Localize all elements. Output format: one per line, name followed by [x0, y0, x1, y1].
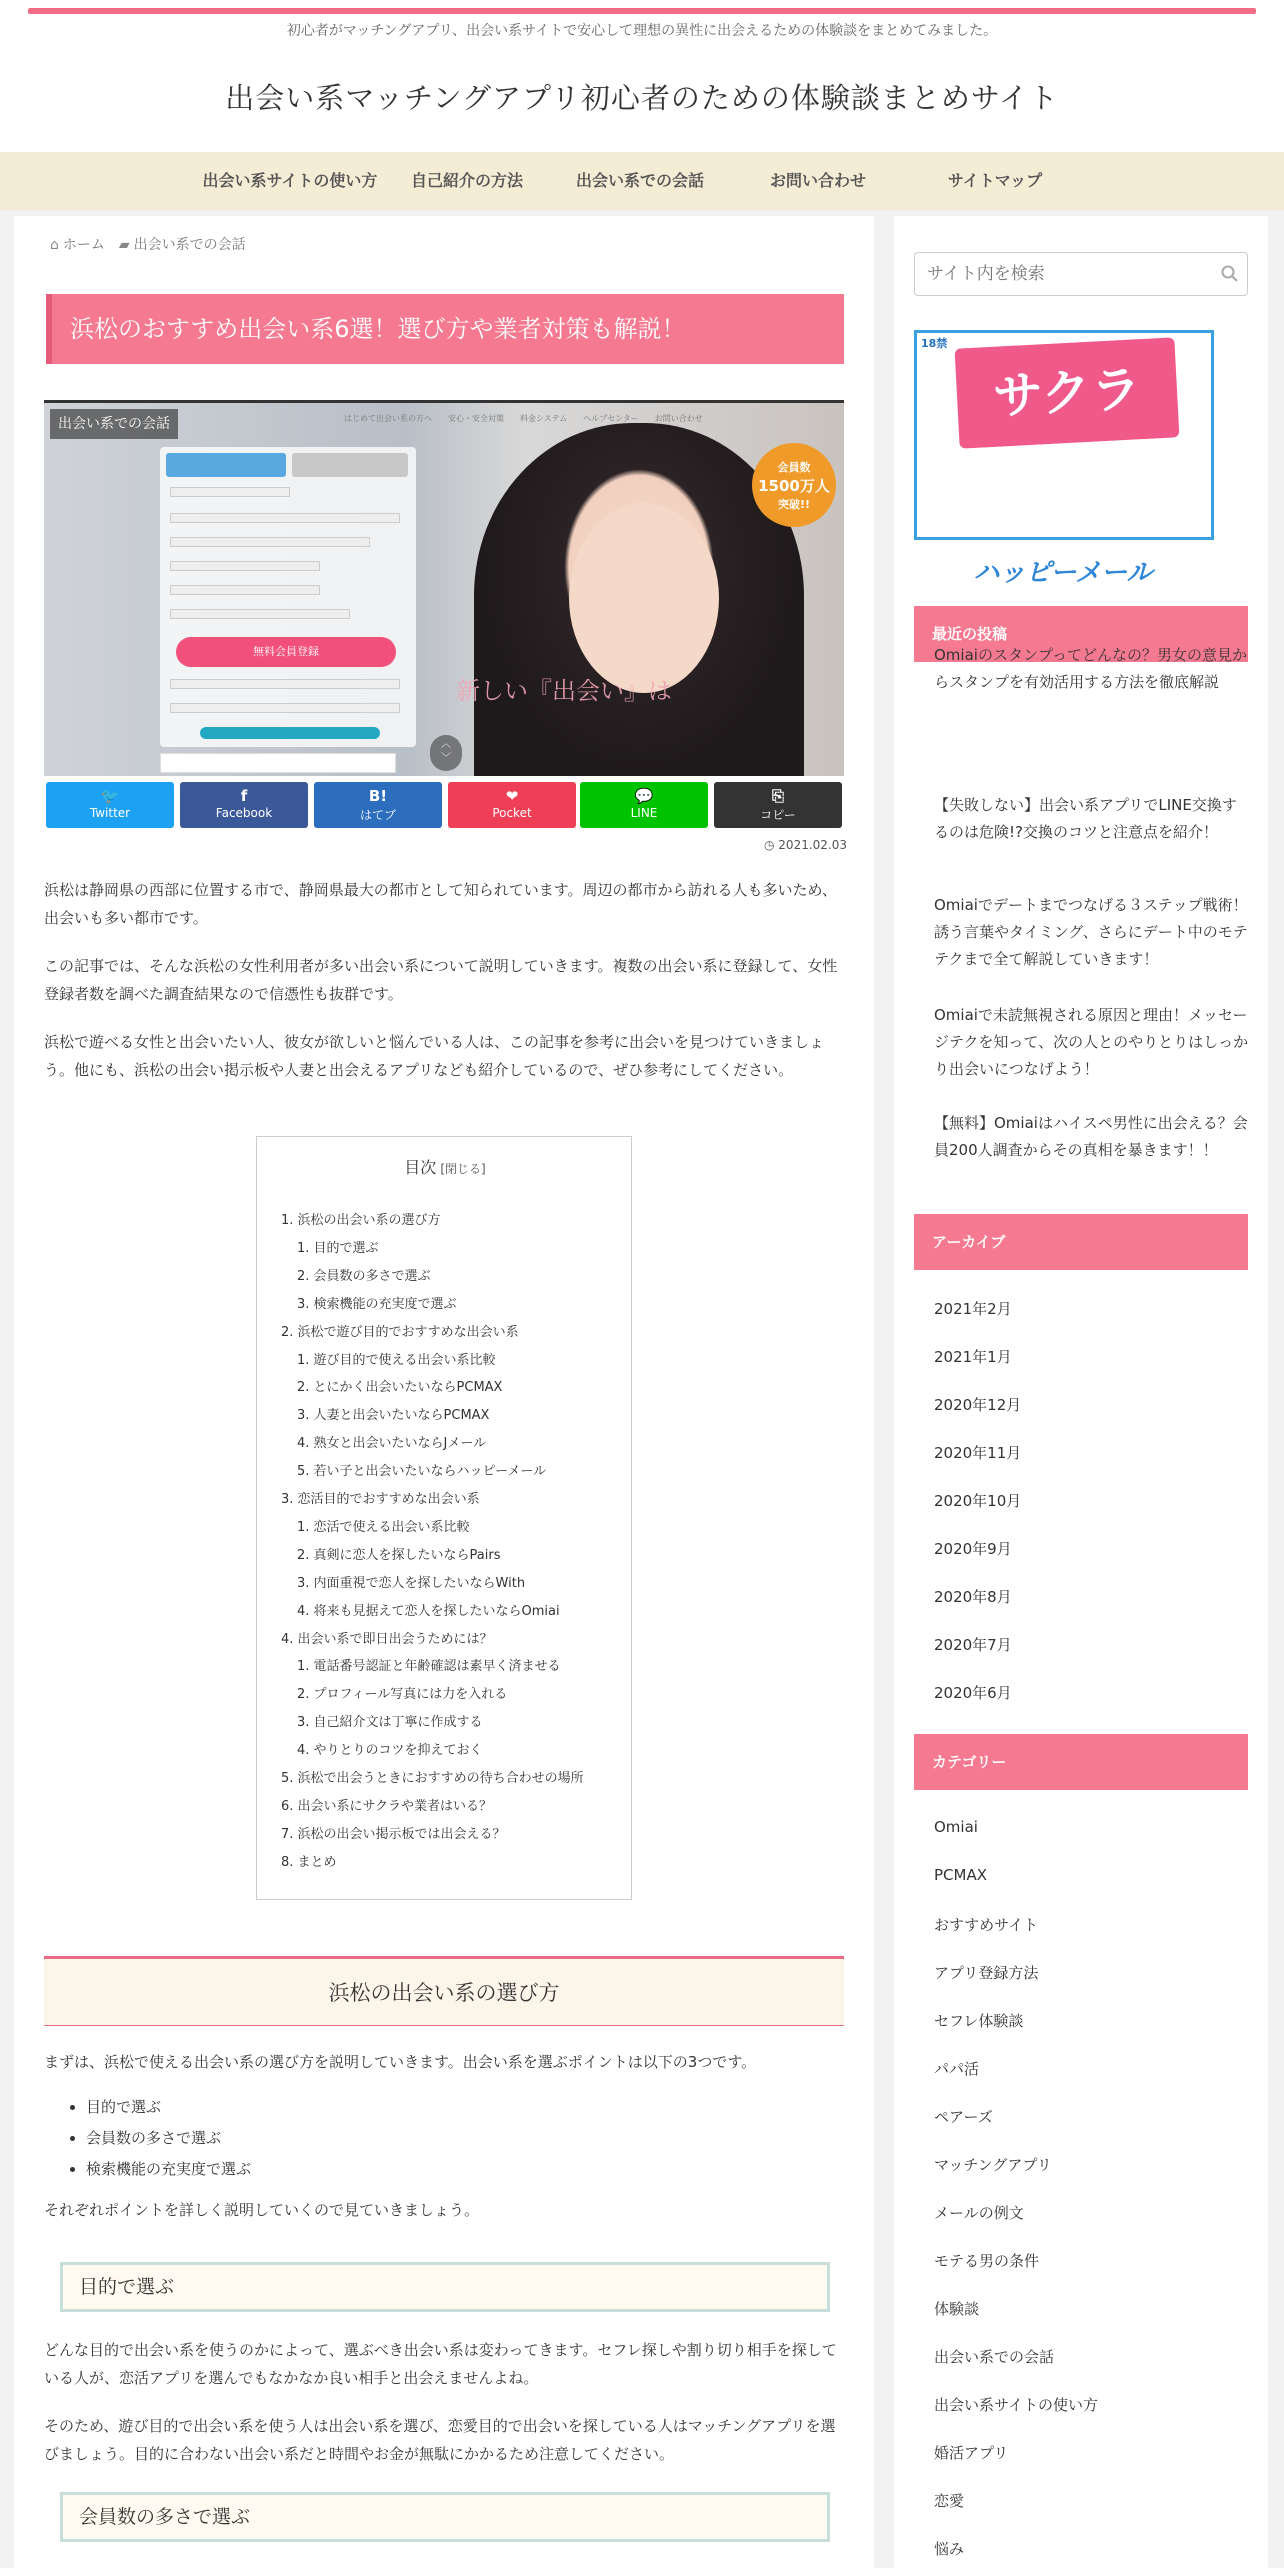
archive-link[interactable]: 2020年7月	[934, 1636, 1012, 1654]
toc-item[interactable]: 6. 出会い系にサクラや業者はいる？	[281, 1799, 493, 1814]
nav-item-conversation[interactable]: 出会い系での会話	[575, 171, 704, 190]
category-link[interactable]: アプリ登録方法	[934, 1964, 1039, 1982]
toc-item[interactable]: 5. 若い子と出会いたいならハッピーメール	[297, 1464, 547, 1479]
purpose-paragraph-1: どんな目的で出会い系を使うのかによって、選ぶべき出会い系は変わってきます。セフレ探しや割り切り相手を探している人が、恋活アプリを選んでもなかなか良い相手と出会えませんよね。	[44, 2341, 837, 2387]
hero-scroll-icon: ︿ ﹀	[430, 735, 462, 771]
pocket-icon: ❤	[505, 787, 519, 805]
hero-member-badge: 会員数 1500万人 突破!!	[752, 443, 836, 527]
site-header	[0, 0, 1284, 152]
category-link[interactable]: 婚活アプリ	[934, 2444, 1009, 2462]
toc-item[interactable]: 2. 浜松で遊び目的でおすすめな出会い系	[281, 1325, 519, 1340]
nav-item-contact[interactable]: お問い合わせ	[769, 171, 866, 190]
sidebar	[894, 216, 1268, 2568]
recent-post-link[interactable]: Omiaiでデートまでつなげる３ステップ戦術！誘う言葉やタイミング、さらにデート中のモテテクまで全て解説していきます！	[934, 896, 1248, 968]
section-heading: 浜松の出会い系の選び方	[44, 1956, 844, 2026]
nav-item-sitemap[interactable]: サイトマップ	[947, 171, 1043, 190]
nav-item-usage[interactable]: 出会い系サイトの使い方	[202, 171, 378, 190]
toc-item[interactable]: 1. 浜松の出会い系の選び方	[281, 1213, 441, 1228]
purpose-paragraph-2: そのため、遊び目的で出会い系を使う人は出会い系を選び、恋愛目的で出会いを探している人はマッチングアプリを選びましょう。目的に合わない出会い系だと時間やお金が無駄にかかるため注意してください。	[44, 2417, 836, 2463]
toc-item[interactable]: 4. 出会い系で即日出会うためには？	[281, 1632, 493, 1647]
archive-link[interactable]: 2020年9月	[934, 1540, 1012, 1558]
toc-item[interactable]: 5. 浜松で出会うときにおすすめの待ち合わせの場所	[281, 1771, 584, 1786]
clock-icon: ◷	[764, 838, 779, 852]
list-item: • 会員数の多さで選ぶ	[86, 2123, 251, 2154]
subheading-members: 会員数の多さで選ぶ	[60, 2492, 830, 2542]
list-item: • 検索機能の充実度で選ぶ	[86, 2154, 251, 2185]
folder-icon: ▰	[118, 237, 130, 253]
ad-age-label: 18禁	[921, 337, 948, 350]
table-of-contents	[256, 1136, 632, 1900]
category-link[interactable]: おすすめサイト	[934, 1916, 1039, 1934]
list-item: • 目的で選ぶ	[86, 2092, 251, 2123]
share-copy-button[interactable]: ⎘ コピー	[714, 782, 842, 828]
toc-item[interactable]: 8. まとめ	[281, 1855, 337, 1870]
hero-category-label[interactable]: 出会い系での会話	[50, 409, 178, 439]
toc-item[interactable]: 7. 浜松の出会い掲示板では出会える？	[281, 1827, 506, 1842]
toc-item[interactable]: 1. 恋活で使える出会い系比較	[297, 1520, 470, 1535]
category-link[interactable]: 恋愛	[934, 2492, 965, 2510]
share-facebook-button[interactable]: f Facebook	[180, 782, 308, 828]
category-link[interactable]: 体験談	[934, 2300, 980, 2318]
nav-item-self-intro[interactable]: 自己紹介の方法	[410, 171, 523, 190]
category-link[interactable]: メールの例文	[934, 2204, 1024, 2222]
toc-item[interactable]: 2. とにかく出会いたいならPCMAX	[297, 1380, 503, 1395]
toc-item[interactable]: 1. 電話番号認証と年齢確認は素早く済ませる	[297, 1659, 561, 1674]
share-line-button[interactable]: 💬 LINE	[580, 782, 708, 828]
hero-image	[44, 400, 844, 776]
toc-toggle[interactable]: [閉じる]	[440, 1162, 486, 1176]
share-twitter-button[interactable]: 🐦 Twitter	[46, 782, 174, 828]
category-link[interactable]: 出会い系サイトの使い方	[934, 2396, 1098, 2414]
hero-signup-form	[160, 447, 416, 747]
toc-item[interactable]: 2. 会員数の多さで選ぶ	[297, 1269, 431, 1284]
toc-item[interactable]: 3. 人妻と出会いたいならPCMAX	[297, 1408, 490, 1423]
category-link[interactable]: Omiai	[934, 1818, 978, 1836]
archive-link[interactable]: 2020年10月	[934, 1492, 1022, 1510]
ad-logo[interactable]: ハッピーメール	[973, 558, 1153, 588]
share-pocket-button[interactable]: ❤ Pocket	[448, 782, 576, 828]
category-link[interactable]: PCMAX	[934, 1866, 987, 1884]
archive-link[interactable]: 2020年11月	[934, 1444, 1022, 1462]
category-heading: カテゴリー	[914, 1734, 1248, 1790]
toc-item[interactable]: 1. 目的で選ぶ	[297, 1241, 379, 1256]
toc-item[interactable]: 3. 検索機能の充実度で選ぶ	[297, 1297, 457, 1312]
category-link[interactable]: 出会い系での会話	[934, 2348, 1055, 2366]
archive-link[interactable]: 2020年8月	[934, 1588, 1012, 1606]
hero-site-nav: はじめて出会い系の方へ 安心・安全対策 料金システム ヘルプセンター お問い合わせ	[344, 414, 703, 423]
recent-post-link[interactable]: 【無料】Omiaiはハイスペ男性に出会える？会員200人調査からその真相を暴きます！！	[934, 1114, 1248, 1159]
category-link[interactable]: セフレ体験談	[934, 2012, 1024, 2030]
hero-register-button: 無料会員登録	[176, 637, 396, 667]
recent-posts-heading: 最近の投稿	[914, 606, 1248, 662]
recent-post-link[interactable]: Omiaiのスタンプってどんなの？男女の意見からスタンプを有効活用する方法を徹底解説	[934, 646, 1248, 691]
category-link[interactable]: 悩み	[934, 2540, 965, 2558]
toc-item[interactable]: 1. 遊び目的で使える出会い系比較	[297, 1353, 496, 1368]
archive-link[interactable]: 2021年1月	[934, 1348, 1012, 1366]
toc-item[interactable]: 4. 将来も見据えて恋人を探したいならOmiai	[297, 1604, 560, 1619]
toc-item[interactable]: 3. 自己紹介文は丁寧に作成する	[297, 1715, 483, 1730]
archive-link[interactable]: 2020年12月	[934, 1396, 1022, 1414]
header-accent-bar	[28, 8, 1256, 14]
toc-item[interactable]: 2. 真剣に恋人を探したいならPairs	[297, 1548, 501, 1563]
category-link[interactable]: モテる男の条件	[934, 2252, 1040, 2270]
archive-link[interactable]: 2020年6月	[934, 1684, 1012, 1702]
toc-title: 目次 [閉じる]	[404, 1158, 486, 1177]
sidebar-ad-banner[interactable]	[914, 330, 1214, 540]
intro-paragraph-1: 浜松は静岡県の西部に位置する市で、静岡県最大の都市として知られています。周辺の都市から訪れる人も多いため、出会いも多い都市です。	[44, 881, 837, 927]
site-tagline: 初心者がマッチングアプリ、出会い系サイトで安心して理想の異性に出会えるための体験談をまとめてみました。	[286, 23, 998, 39]
toc-item[interactable]: 2. プロフィール写真には力を入れる	[297, 1687, 508, 1702]
category-link[interactable]: マッチングアプリ	[934, 2156, 1052, 2174]
recent-post-link[interactable]: 【失敗しない】出会い系アプリでLINE交換するのは危険!?交換のコツと注意点を紹介！	[934, 796, 1237, 841]
copy-icon: ⎘	[771, 787, 784, 805]
toc-item[interactable]: 3. 恋活目的でおすすめな出会い系	[281, 1492, 480, 1507]
post-date: ◷ 2021.02.03	[764, 838, 848, 852]
breadcrumb-category[interactable]: 出会い系での会話	[133, 237, 246, 253]
archive-heading: アーカイブ	[914, 1214, 1248, 1270]
search-input[interactable]	[914, 252, 1248, 296]
search-icon[interactable]	[1220, 264, 1240, 284]
hero-login-logos	[160, 753, 396, 773]
toc-item[interactable]: 4. やりとりのコツを抑えておく	[297, 1743, 483, 1758]
intro-paragraph-2: この記事では、そんな浜松の女性利用者が多い出会い系について説明していきます。複数の出会い系に登録して、女性登録者数を調べた調査結果なので信憑性も抜群です。	[44, 957, 838, 1003]
category-link[interactable]: ペアーズ	[934, 2108, 993, 2126]
hatena-icon: B!	[368, 787, 388, 805]
hero-overlay-text: 新しい『出会い』は	[456, 677, 672, 705]
recent-post-link[interactable]: Omiaiで未読無視される原因と理由！メッセージテクを知って、次の人とのやりとりはしっかり出会いにつなげよう！	[934, 1006, 1249, 1078]
article-title: 浜松のおすすめ出会い系6選！選び方や業者対策も解説！	[46, 294, 844, 364]
ad-title: サクラ	[955, 337, 1180, 448]
share-hatena-button[interactable]: B! はてブ	[314, 782, 442, 828]
intro-paragraph-3: 浜松で遊べる女性と出会いたい人、彼女が欲しいと悩んでいる人は、この記事を参考に出会いを見つけていきましょう。他にも、浜松の出会い掲示板や人妻と出会えるアプリなども紹介しているので、ぜひ参考にしてください。	[44, 1033, 825, 1079]
site-title[interactable]: 出会い系マッチングアプリ初心者のための体験談まとめサイト	[225, 81, 1059, 115]
global-nav	[0, 152, 1284, 210]
home-icon: ⌂	[50, 237, 59, 253]
breadcrumb-home[interactable]: ホーム	[62, 237, 105, 253]
points-list	[86, 2092, 251, 2185]
line-icon: 💬	[634, 787, 654, 805]
breadcrumb	[50, 234, 246, 254]
facebook-icon: f	[240, 787, 248, 805]
twitter-icon: 🐦	[100, 787, 120, 805]
section-outro: それぞれポイントを詳しく説明していくので見ていきましょう。	[44, 2201, 480, 2219]
main-content	[14, 216, 874, 2568]
archive-link[interactable]: 2021年2月	[934, 1300, 1012, 1318]
toc-item[interactable]: 3. 内面重視で恋人を探したいならWith	[297, 1576, 526, 1591]
subheading-purpose: 目的で選ぶ	[60, 2262, 830, 2312]
section-intro: まずは、浜松で使える出会い系の選び方を説明していきます。出会い系を選ぶポイントは以下の3つです。	[44, 2053, 757, 2071]
category-link[interactable]: パパ活	[934, 2060, 980, 2078]
toc-item[interactable]: 4. 熟女と出会いたいならJメール	[297, 1436, 487, 1451]
